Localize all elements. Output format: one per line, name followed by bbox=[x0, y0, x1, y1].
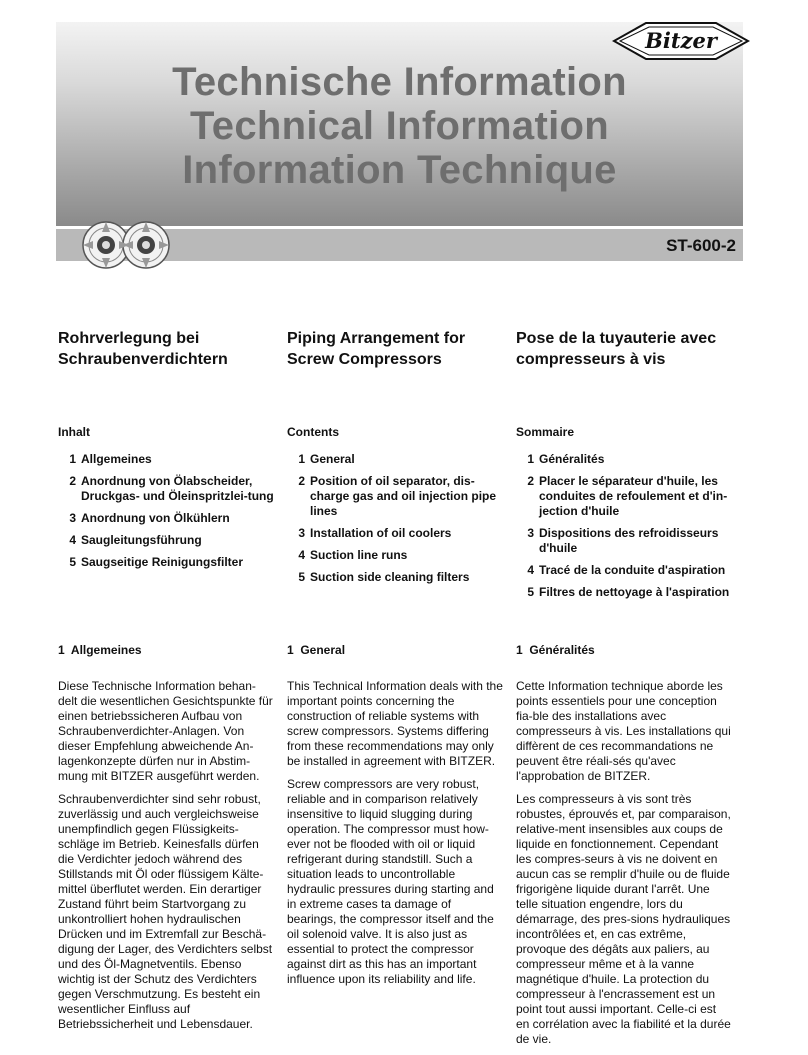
toc-item[interactable] bbox=[516, 585, 732, 600]
contents-heading-de: Inhalt bbox=[58, 425, 90, 439]
toc-num: 3 bbox=[69, 511, 76, 525]
toc-text: Saugseitige Reinigungsfilter bbox=[81, 555, 244, 569]
toc-item[interactable] bbox=[58, 474, 274, 504]
body-fr bbox=[516, 679, 732, 1055]
toc-item[interactable] bbox=[58, 533, 274, 548]
title-fr-text: Pose de la tuyauterie avec compresseurs à vis bbox=[516, 330, 717, 368]
paragraph: This Technical Information deals with the important points concerning the construction of reliable systems with screw compressors. Systems differing from these recommendations may only be installed in agreement with BITZER. bbox=[287, 679, 503, 768]
toc-text: Placer le séparateur d'huile, les conduites de refoulement et d'in-jection d'huile bbox=[539, 474, 728, 518]
toc-num: 4 bbox=[298, 548, 305, 562]
toc-num: 2 bbox=[298, 474, 305, 488]
section-heading-en: 1 General bbox=[287, 643, 346, 657]
document-number: ST-600-2 bbox=[666, 236, 736, 255]
toc-num: 2 bbox=[527, 474, 534, 488]
toc-num: 1 bbox=[527, 452, 534, 466]
toc-item[interactable] bbox=[58, 555, 274, 570]
toc-text: Allgemeines bbox=[81, 452, 152, 466]
toc-num: 5 bbox=[527, 585, 534, 599]
toc-text: Saugleitungsführung bbox=[81, 533, 202, 547]
toc-num: 1 bbox=[69, 452, 76, 466]
toc-text: Suction side cleaning filters bbox=[310, 570, 470, 584]
toc-text: Dispositions des refroidisseurs d'huile bbox=[539, 526, 719, 555]
toc-text: General bbox=[310, 452, 355, 466]
paragraph: Cette Information technique aborde les points essentiels pour une conception fia-ble des installations avec compresseurs à vis. Les installations qui diffèrent de ces recommandations ne peuvent être réali-sés qu'avec l'approbation de BITZER. bbox=[516, 679, 731, 783]
paragraph: Screw compressors are very robust, reliable and in comparison relatively insensitive to liquid slugging during operation. The compressor must how-ever not be flooded with oil or liquid refrigerant during standstill. Such a situation leads to uncontrollable hydraulic pressures during starting and in extreme cases ta damage of bearings, the compressor itself and the oil solenoid valve. It is also just as essential to protect the compressor against dirt as this has an important influence upon its reliability and life. bbox=[287, 777, 494, 986]
body-en bbox=[287, 679, 503, 995]
toc-text: Anordnung von Ölkühlern bbox=[81, 511, 230, 525]
contents-heading-fr: Sommaire bbox=[516, 425, 575, 439]
toc-num: 2 bbox=[69, 474, 76, 488]
toc-item[interactable] bbox=[287, 474, 503, 519]
section-heading-fr: 1 Généralités bbox=[516, 643, 595, 657]
screw-rotors-icon bbox=[78, 220, 174, 270]
toc-item[interactable] bbox=[287, 570, 503, 585]
paragraph: Schraubenverdichter sind sehr robust, zuverlässig und auch vergleichsweise unempfindlich gegen Flüssigkeits-schläge im Betrieb. Keinesfalls dürfen die Verdichter jedoch während des Stillstands mit Öl oder flüssigem Kälte-mittel überflutet werden. Ein derartiger Zustand führt beim Startvorgang zu unkontrolliert hohen hydraulischen Drücken und im Extremfall zur Beschä-digung der Lager, des Verdichters selbst und des Öl-Magnetventils. Ebenso wichtig ist der Schutz des Verdichters gegen Verschmutzung. Es besteht ein wesentlicher Einfluss auf Betriebssicherheit und Lebensdauer. bbox=[58, 792, 273, 1031]
toc-text: Anordnung von Ölabscheider, Druckgas- und Öleinspritzlei-tung bbox=[81, 474, 274, 503]
toc-num: 5 bbox=[298, 570, 305, 584]
paragraph: Les compresseurs à vis sont très robustes, éprouvés et, par comparaison, relative-ment insensibles aux coups de liquide en fonctionnement. Cependant les compres-seurs à vis ne doivent en aucun cas se remplir d'huile ou de fluide frigorigène liquide durant l'arrêt. Une telle situation engendre, lors du démarrage, des pres-sions hydrauliques incontrôlées et, en cas extrême, provoque des dégâts aux paliers, au compresseur même et à la vanne magnétique d'huile. La protection du compresseur à l'encrassement est un point tout aussi important. Celle-ci est en corrélation avec la fiabilité et la durée de vie. bbox=[516, 792, 731, 1046]
toc-fr bbox=[516, 452, 732, 607]
bitzer-logo bbox=[612, 14, 750, 68]
toc-text: Généralités bbox=[539, 452, 605, 466]
section-heading-de: 1 Allgemeines bbox=[58, 643, 142, 657]
toc-item[interactable] bbox=[58, 511, 274, 526]
toc-item[interactable] bbox=[516, 474, 732, 519]
title-fr bbox=[516, 328, 732, 370]
title-en bbox=[287, 328, 503, 370]
title-english: Technical Information bbox=[190, 104, 609, 148]
toc-text: Suction line runs bbox=[310, 548, 408, 562]
toc-text: Tracé de la conduite d'aspiration bbox=[539, 563, 726, 577]
contents-heading-en: Contents bbox=[287, 425, 339, 439]
toc-num: 1 bbox=[298, 452, 305, 466]
toc-num: 4 bbox=[69, 533, 76, 547]
paragraph: Diese Technische Information behan-delt die wesentlichen Gesichtspunkte für einen betriebssicheren Aufbau von Schraubenverdichter-Anlagen. Von dieser Empfehlung abweichende An-lagenkonzepte dürfen nur in Abstim-mung mit BITZER ausgeführt werden. bbox=[58, 679, 273, 783]
toc-item[interactable] bbox=[287, 452, 503, 467]
title-de-text: Rohrverlegung bei Schraubenverdichtern bbox=[58, 330, 228, 368]
logo-wordmark: Bitzer bbox=[645, 28, 717, 53]
toc-text: Filtres de nettoyage à l'aspiration bbox=[539, 585, 730, 599]
title-de bbox=[58, 328, 274, 370]
toc-item[interactable] bbox=[58, 452, 274, 467]
toc-de bbox=[58, 452, 274, 577]
toc-num: 3 bbox=[298, 526, 305, 540]
toc-en bbox=[287, 452, 503, 592]
title-en-text: Piping Arrangement for Screw Compressors bbox=[287, 330, 466, 368]
toc-text: Position of oil separator, dis-charge gas and oil injection pipe lines bbox=[310, 474, 497, 518]
toc-item[interactable] bbox=[287, 526, 503, 541]
title-german: Technische Information bbox=[172, 60, 627, 104]
toc-num: 5 bbox=[69, 555, 76, 569]
toc-text: Installation of oil coolers bbox=[310, 526, 452, 540]
toc-item[interactable] bbox=[516, 563, 732, 578]
toc-item[interactable] bbox=[516, 452, 732, 467]
toc-num: 4 bbox=[527, 563, 534, 577]
title-french: Information Technique bbox=[182, 148, 617, 192]
toc-item[interactable] bbox=[287, 548, 503, 563]
toc-num: 3 bbox=[527, 526, 534, 540]
toc-item[interactable] bbox=[516, 526, 732, 556]
body-de bbox=[58, 679, 274, 1040]
